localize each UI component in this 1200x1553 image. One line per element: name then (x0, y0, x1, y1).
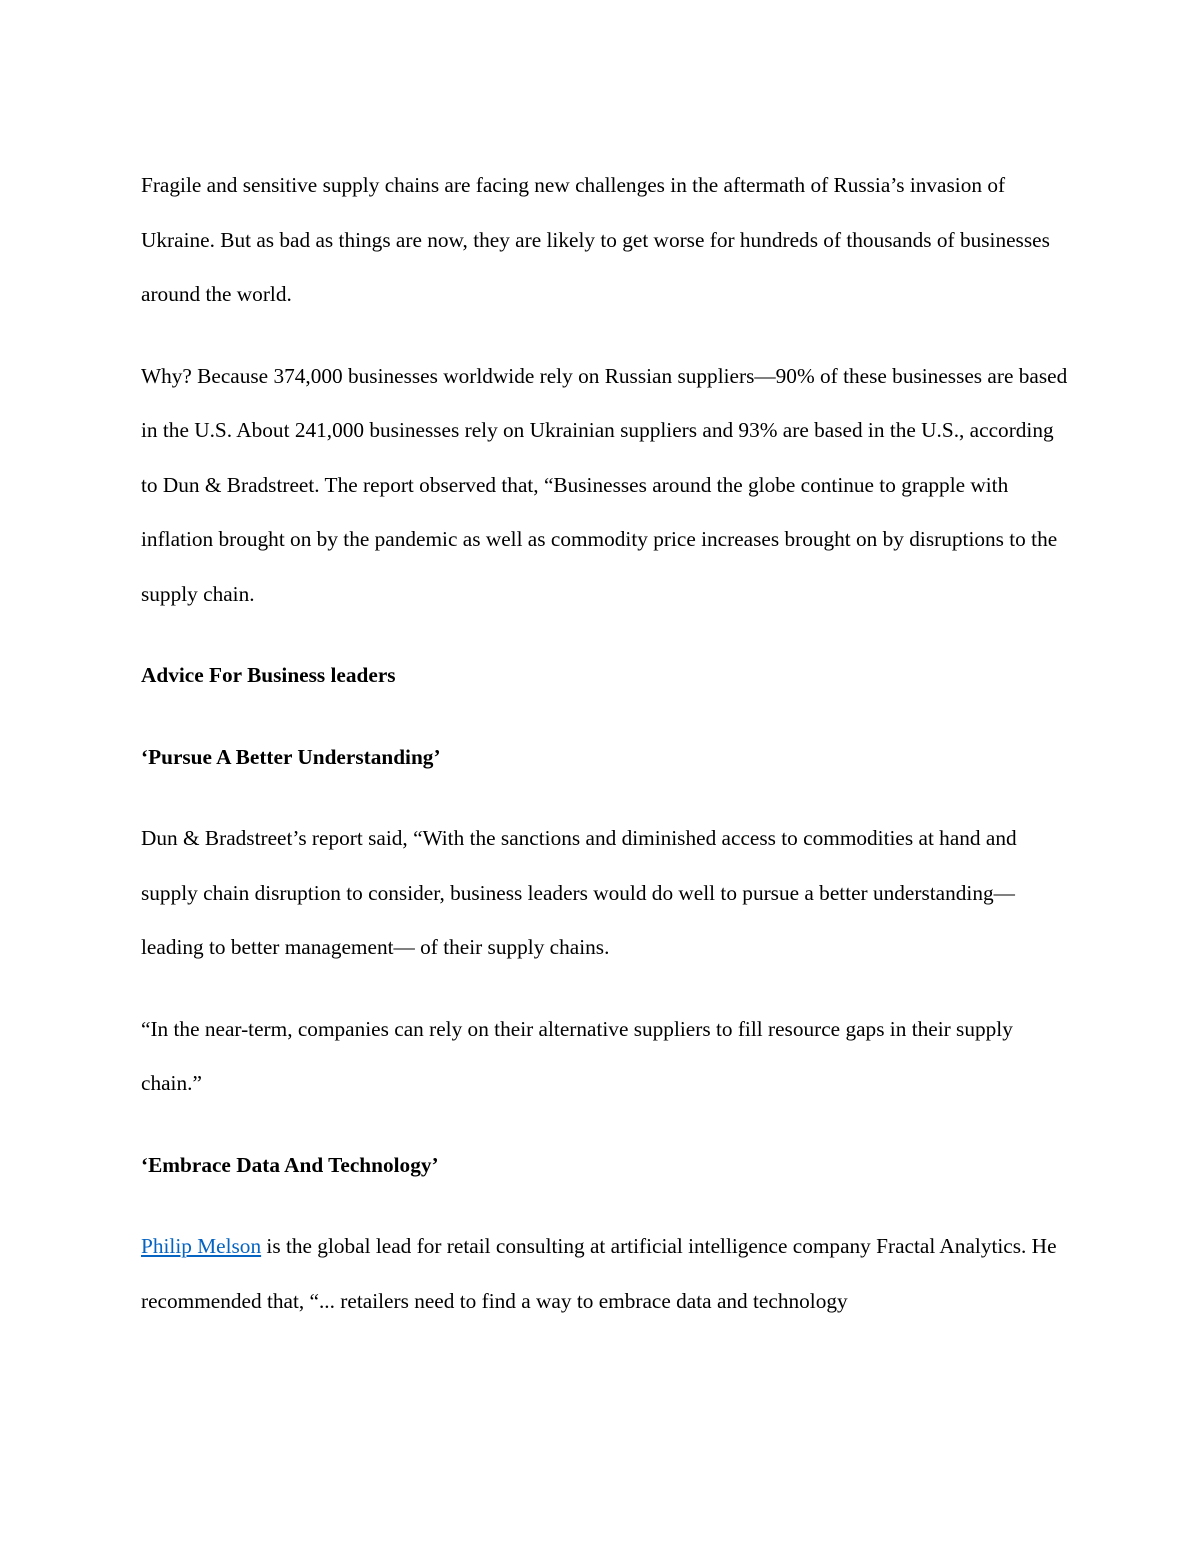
paragraph-dun-bradstreet-report: Dun & Bradstreet’s report said, “With the sanctions and diminished access to commodities at hand and supply chain disruption to consider, business leaders would do well to pursue a better understanding—leading to better management— of their supply chains. (141, 826, 1017, 959)
philip-melson-link[interactable]: Philip Melson (141, 1234, 262, 1258)
paragraph-philip-melson-text: is the global lead for retail consulting at artificial intelligence company Fractal Analytics. He recommended that, “... retailers need to find a way to embrace data and technology (141, 1234, 1057, 1313)
document-body (141, 158, 1071, 1355)
heading-embrace-data-technology: ‘Embrace Data And Technology’ (141, 1152, 439, 1177)
heading-pursue-better-understanding: ‘Pursue A Better Understanding’ (141, 744, 441, 769)
paragraph-philip-melson (141, 1219, 1071, 1328)
paragraph-business-statistics: Why? Because 374,000 businesses worldwide rely on Russian suppliers—90% of these businesses are based in the U.S. About 241,000 businesses rely on Ukrainian suppliers and 93% are based in the U.S., according to Dun & Bradstreet. The report observed that, “Businesses around the globe continue to grapple with inflation brought on by the pandemic as well as commodity price increases brought on by disruptions to the supply chain. (141, 363, 1068, 606)
paragraph-supply-chain-intro: Fragile and sensitive supply chains are facing new challenges in the aftermath of Russia’s invasion of Ukraine. But as bad as things are now, they are likely to get worse for hundreds of thousands of businesses around the world. (141, 173, 1050, 306)
heading-advice-for-business-leaders: Advice For Business leaders (141, 663, 396, 687)
paragraph-alternative-suppliers-quote: “In the near-term, companies can rely on their alternative suppliers to fill resource gaps in their supply chain.” (141, 1016, 1013, 1095)
